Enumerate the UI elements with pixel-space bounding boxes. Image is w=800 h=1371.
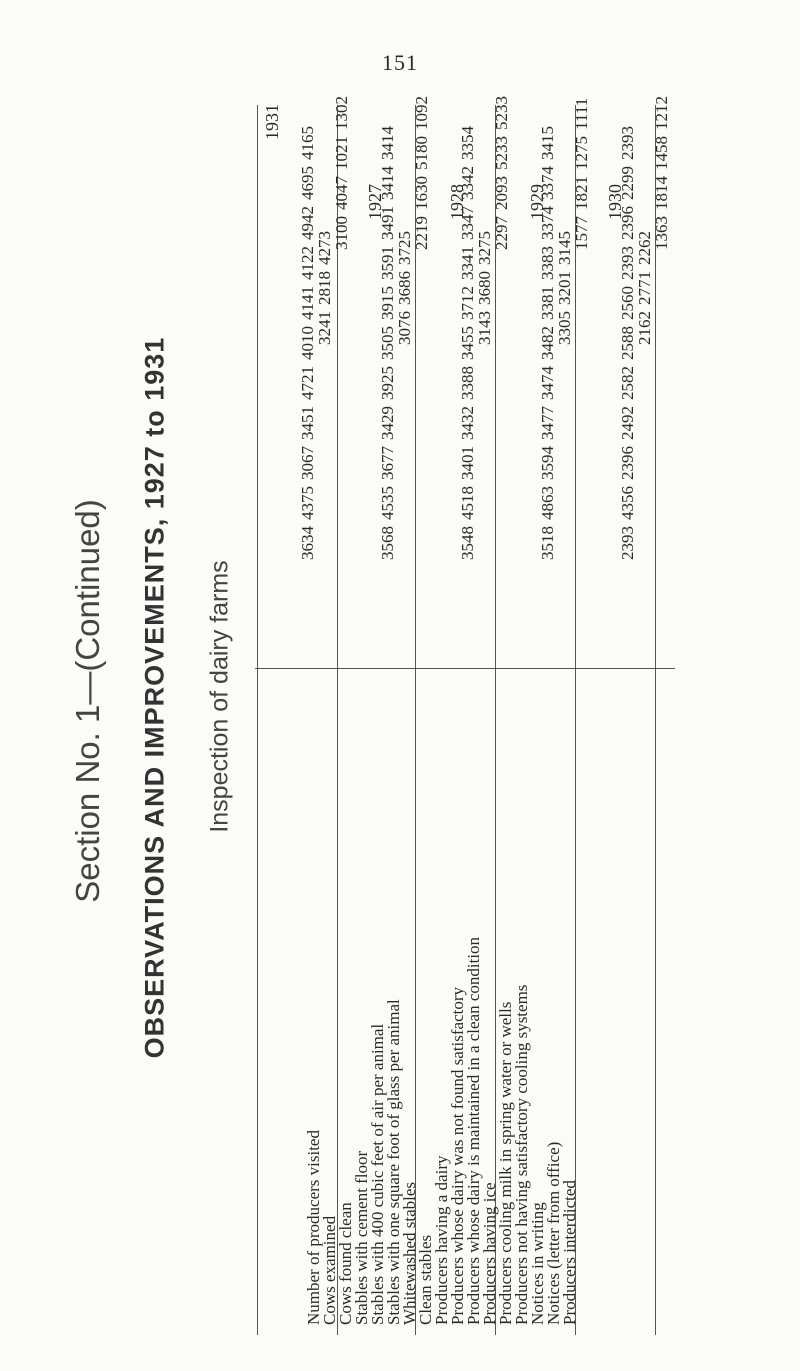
- page-title: OBSERVATIONS AND IMPROVEMENTS, 1927 to 1931: [139, 336, 170, 1059]
- row-label: Notices (letter from office): [544, 1141, 563, 1325]
- year-header-1927: 1927: [365, 184, 385, 220]
- cell: 4721: [298, 366, 317, 400]
- cell: 4356: [618, 486, 637, 520]
- cell: 3305: [555, 311, 574, 345]
- cell: 4047: [332, 176, 351, 210]
- cell: 2093: [492, 176, 511, 210]
- number-group: [477, 231, 493, 345]
- cell: 3275: [475, 231, 494, 265]
- cell: 3915: [378, 286, 397, 320]
- number-group: [494, 96, 510, 250]
- cell: 1814: [652, 176, 671, 210]
- cell: 4165: [298, 126, 317, 160]
- cell: 3076: [395, 311, 414, 345]
- cell: 2393: [618, 126, 637, 160]
- cell: 3725: [395, 231, 414, 265]
- cell: 3634: [298, 526, 317, 560]
- cell: 3491: [378, 206, 397, 240]
- row-label: Producers cooling milk in spring water or wells: [496, 1001, 515, 1325]
- number-group: [460, 126, 476, 560]
- cell: 2560: [618, 286, 637, 320]
- cell: 3680: [475, 271, 494, 305]
- cell: 3712: [458, 286, 477, 320]
- cell: 3594: [538, 446, 557, 480]
- number-group: [380, 126, 396, 560]
- number-group: [540, 126, 556, 560]
- cell: 3432: [458, 406, 477, 440]
- cell: 3518: [538, 526, 557, 560]
- cell: 2396: [618, 446, 637, 480]
- cell: 2162: [635, 311, 654, 345]
- cell: 3482: [538, 326, 557, 360]
- cell: 3067: [298, 446, 317, 480]
- cell: 4942: [298, 206, 317, 240]
- cell: 2297: [492, 216, 511, 250]
- row-label: Producers not having satisfactory cooling systems: [512, 984, 531, 1325]
- year-header-1928: 1928: [447, 184, 467, 220]
- table-header-divider: [255, 668, 675, 669]
- cell: 1363: [652, 216, 671, 250]
- cell: 4141: [298, 286, 317, 320]
- cell: 3925: [378, 366, 397, 400]
- row-label: Stables with cement floor: [352, 1150, 371, 1325]
- cell: 3451: [298, 406, 317, 440]
- row-label: Stables with 400 cubic feet of air per animal: [368, 1023, 387, 1325]
- cell: 2393: [618, 246, 637, 280]
- cell: 4010: [298, 326, 317, 360]
- cell: 4122: [298, 246, 317, 280]
- cell: 4863: [538, 486, 557, 520]
- number-group: [620, 126, 636, 560]
- cell: 1275: [572, 136, 591, 170]
- cell: 3415: [538, 126, 557, 160]
- cell: 3342: [458, 166, 477, 200]
- cell: 1111: [572, 97, 591, 130]
- cell: 5233: [492, 96, 511, 130]
- cell: 2582: [618, 366, 637, 400]
- cell: 5180: [412, 136, 431, 170]
- row-label: Clean stables: [416, 1234, 435, 1325]
- number-group: [300, 126, 316, 560]
- cell: 2588: [618, 326, 637, 360]
- number-group: [557, 231, 573, 345]
- cell: 1092: [412, 96, 431, 130]
- cell: 3414: [378, 126, 397, 160]
- row-label: Notices in writing: [528, 1202, 547, 1325]
- year-header-1929: 1929: [527, 184, 547, 220]
- cell: 3414: [378, 166, 397, 200]
- cell: 2396: [618, 206, 637, 240]
- cell: 2818: [315, 271, 334, 305]
- cell: 4518: [458, 486, 477, 520]
- cell: 1577: [572, 216, 591, 250]
- cell: 1458: [652, 136, 671, 170]
- row-labels: [306, 937, 578, 1325]
- row-label: Producers having a dairy: [432, 1155, 451, 1325]
- cell: 3383: [538, 246, 557, 280]
- cell: 3354: [458, 126, 477, 160]
- cell: 1302: [332, 96, 351, 130]
- row-label: Producers interdicted: [560, 1180, 579, 1325]
- cell: 3374: [538, 206, 557, 240]
- page-subtitle: Inspection of dairy farms: [205, 560, 234, 833]
- row-label: Producers having ice: [480, 1182, 499, 1325]
- row-label: Cows examined: [320, 1215, 339, 1325]
- cell: 3677: [378, 446, 397, 480]
- number-group: [317, 231, 333, 345]
- cell: 2492: [618, 406, 637, 440]
- year-header-1930: 1930: [605, 184, 625, 220]
- cell: 3388: [458, 366, 477, 400]
- cell: 3145: [555, 231, 574, 265]
- row-label: Cows found clean: [336, 1202, 355, 1325]
- number-group: [654, 96, 670, 250]
- cell: 2771: [635, 271, 654, 305]
- cell: 3241: [315, 311, 334, 345]
- cell: 1630: [412, 176, 431, 210]
- cell: 3429: [378, 406, 397, 440]
- cell: 3474: [538, 366, 557, 400]
- cell: 3548: [458, 526, 477, 560]
- row-label: Number of producers visited: [304, 1130, 323, 1325]
- cell: 3401: [458, 446, 477, 480]
- cell: 4535: [378, 486, 397, 520]
- cell: 4695: [298, 166, 317, 200]
- number-group: [637, 231, 653, 345]
- cell: 3505: [378, 326, 397, 360]
- cell: 3100: [332, 216, 351, 250]
- cell: 2262: [635, 231, 654, 265]
- cell: 3686: [395, 271, 414, 305]
- cell: 3341: [458, 246, 477, 280]
- cell: 3591: [378, 246, 397, 280]
- number-group: [334, 96, 350, 250]
- table-border-left: [257, 105, 258, 1335]
- cell: 1212: [652, 96, 671, 130]
- row-label: Stables with one square foot of glass per animal: [384, 999, 403, 1325]
- cell: 3455: [458, 326, 477, 360]
- cell: 3381: [538, 286, 557, 320]
- cell: 3568: [378, 526, 397, 560]
- section-heading: Section No. 1—(Continued): [69, 499, 106, 903]
- row-label: Whitewashed stables: [400, 1181, 419, 1325]
- cell: 3143: [475, 311, 494, 345]
- cell: 1821: [572, 176, 591, 210]
- column-divider: [655, 105, 656, 1335]
- cell: 4375: [298, 486, 317, 520]
- cell: 2219: [412, 216, 431, 250]
- cell: 2299: [618, 166, 637, 200]
- cell: 2393: [618, 526, 637, 560]
- number-group: [397, 231, 413, 345]
- page-number: 151: [382, 50, 418, 75]
- cell: 3201: [555, 271, 574, 305]
- number-group: [574, 98, 590, 250]
- cell: 3374: [538, 166, 557, 200]
- row-label: Producers whose dairy was not found satisfactory: [448, 986, 467, 1325]
- cell: 3347: [458, 206, 477, 240]
- cell: 1021: [332, 136, 351, 170]
- cell: 4273: [315, 231, 334, 265]
- cell: 5233: [492, 136, 511, 170]
- row-label: Producers whose dairy is maintained in a clean condition: [464, 936, 483, 1325]
- number-group: [414, 96, 430, 250]
- cell: 3477: [538, 406, 557, 440]
- year-header-1931: 1931: [262, 104, 282, 140]
